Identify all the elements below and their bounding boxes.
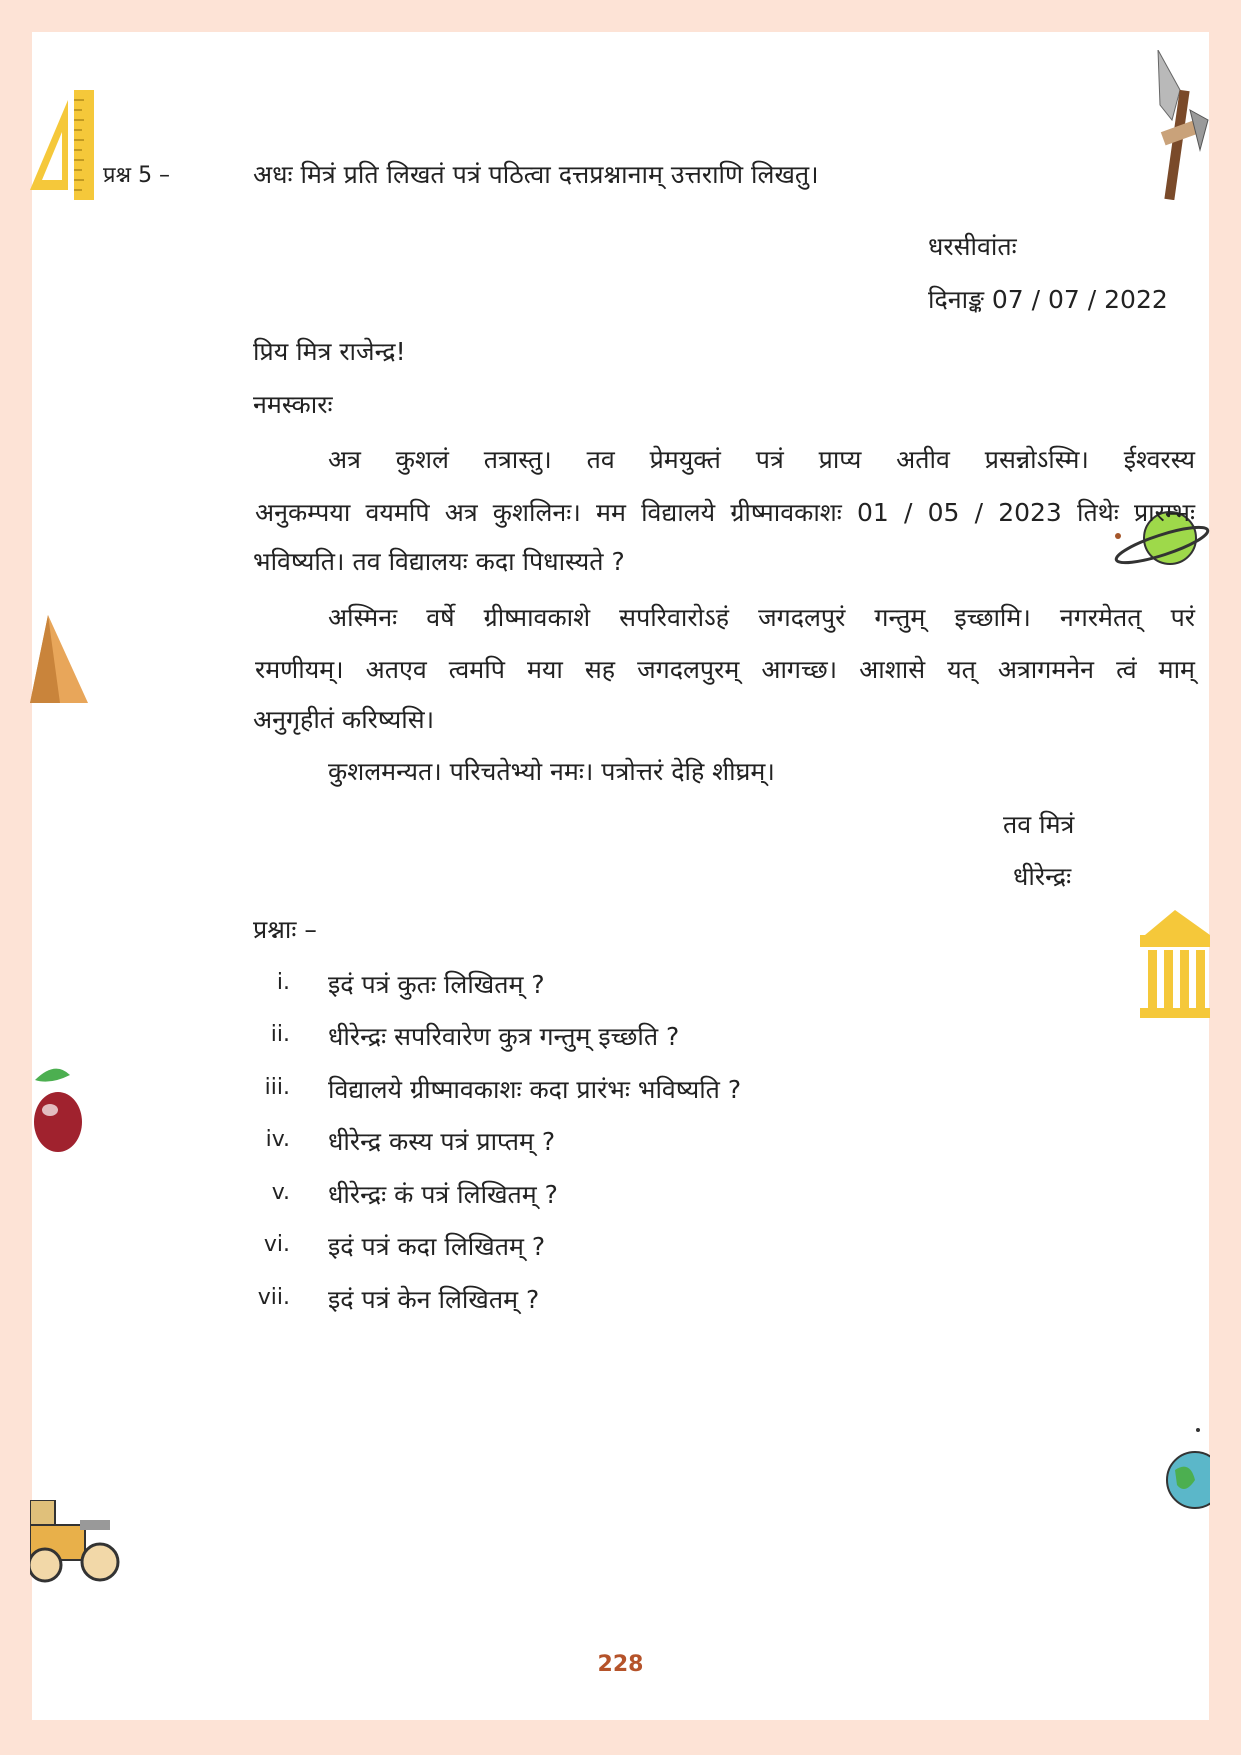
letter-date: दिनाङ्क 07 / 07 / 2022: [928, 285, 1168, 314]
question-number: iv.: [265, 1127, 290, 1152]
para2-line: अनुगृहीतं करिष्यसि।: [253, 705, 435, 734]
letter-greeting: नमस्कारः: [253, 390, 333, 419]
question-text: धीरेन्द्र कस्य पत्रं प्राप्तम् ?: [328, 1127, 556, 1156]
question-number: i.: [276, 970, 290, 995]
question-text: धीरेन्द्रः सपरिवारेण कुत्र गन्तुम् इच्छति ?: [328, 1022, 680, 1051]
para2-line: रमणीयम्। अतएव त्वमपि मया सह जगदलपुरम् आगच्छ। आशासे यत् अत्रागमनेन त्वं माम्: [255, 655, 1195, 684]
page-number: 228: [597, 1652, 644, 1677]
question-text: इदं पत्रं केन लिखितम् ?: [328, 1285, 540, 1314]
question-number: iii.: [264, 1075, 290, 1100]
para1-line: भविष्यति। तव विद्यालयः कदा पिधास्यते ?: [253, 547, 625, 576]
question-text: इदं पत्रं कदा लिखितम् ?: [328, 1232, 546, 1261]
para1-line: अनुकम्पया वयमपि अत्र कुशलिनः। मम विद्यालये ग्रीष्मावकाशः 01 / 05 / 2023 तिथेः प्रारम्भः: [255, 498, 1195, 527]
question-number: vi.: [263, 1232, 290, 1257]
fruit-icon: [30, 1060, 85, 1170]
ruler-icon: [30, 90, 102, 202]
letter-sender: धीरेन्द्रः: [1013, 862, 1072, 891]
question-number: vii.: [257, 1285, 290, 1310]
question-text: विद्यालये ग्रीष्मावकाशः कदा प्रारंभः भविष्यति ?: [328, 1075, 742, 1104]
question-instruction: अधः मित्रं प्रति लिखतं पत्रं पठित्वा दत्तप्रश्नानाम् उत्तराणि लिखतु।: [253, 160, 819, 189]
question-label: प्रश्न 5 –: [103, 163, 171, 188]
globe-icon: [1165, 1425, 1210, 1520]
letter-salutation: प्रिय मित्र राजेन्द्र!: [253, 337, 406, 366]
letter-sign-off: तव मित्रं: [1003, 810, 1075, 839]
questions-heading: प्रश्नाः –: [253, 915, 317, 944]
letter-closing: कुशलमन्यत। परिचतेभ्यो नमः। पत्रोत्तरं देहि शीघ्रम्।: [328, 757, 775, 786]
para1-line: अत्र कुशलं तत्रास्तु। तव प्रेमयुक्तं पत्रं प्राप्य अतीव प्रसन्नोऽस्मि। ईश्वरस्य: [328, 445, 1195, 474]
temple-icon: [1140, 910, 1210, 1020]
pyramid-icon: [30, 615, 88, 705]
letter-place: धरसीवांतः: [928, 232, 1017, 261]
para2-line: अस्मिनः वर्षे ग्रीष्मावकाशे सपरिवारोऽहं जगदलपुरं गन्तुम् इच्छामि। नगरमेतत् परं: [328, 603, 1195, 632]
question-text: धीरेन्द्रः कं पत्रं लिखितम् ?: [328, 1180, 558, 1209]
vehicle-icon: [30, 1500, 125, 1590]
question-number: ii.: [270, 1022, 290, 1047]
question-number: v.: [271, 1180, 290, 1205]
stone-axe-icon: [1150, 50, 1210, 200]
question-text: इदं पत्रं कुतः लिखितम् ?: [328, 970, 545, 999]
